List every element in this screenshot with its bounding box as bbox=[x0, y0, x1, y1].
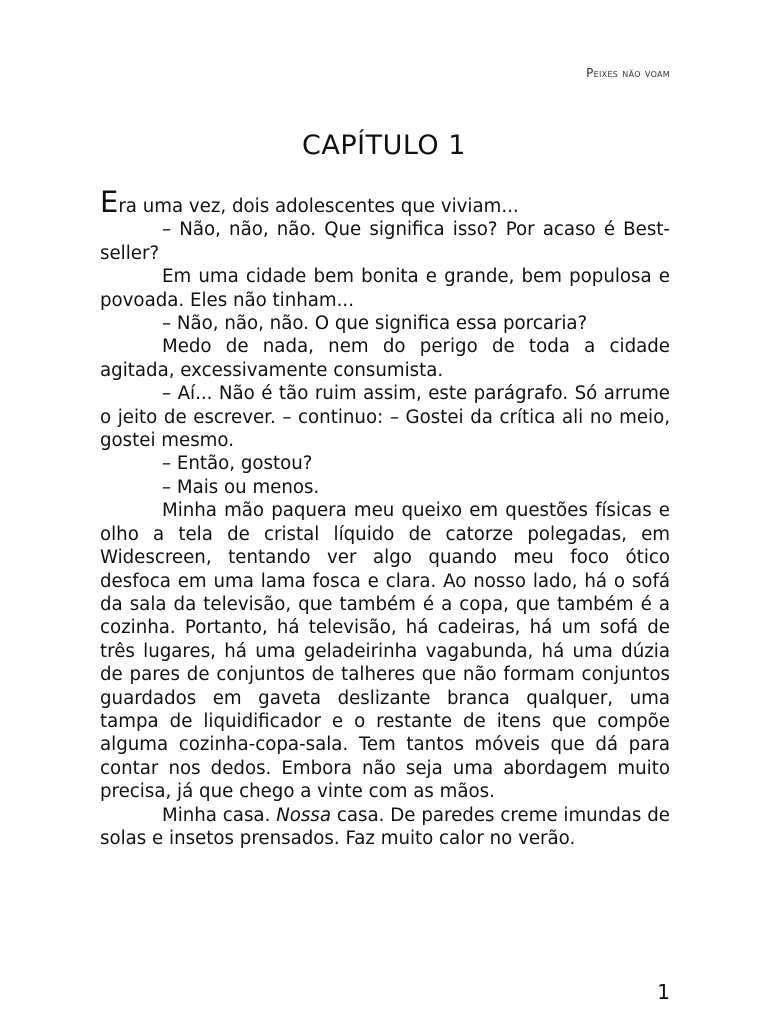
opening-paragraph bbox=[100, 185, 670, 219]
paragraph: Medo de nada, nem do perigo de toda a cidade agitada, excessivamente consumista. bbox=[100, 336, 670, 381]
paragraph: Minha mão paquera meu queixo em questões físicas e olho a tela de cristal líquido de catorze polegadas, em Widescreen, tentando ver algo quando meu foco ótico desfoca em uma lama fosca e clara. Ao nosso lado, há o sofá da sala da televisão, que também é a copa, que também é a cozinha. Portanto, há televisão, há cadeiras, há um sofá de três lugares, há uma geladeirinha vagabunda, há uma dúzia de pares de conjuntos de talheres que não formam conjuntos guardados em gaveta deslizante branca qualquer, uma tampa de liquidificador e o restante de itens que compõe alguma cozinha-copa-sala. Tem tantos móveis que dá para contar nos dedos. Embora não seja uma abordagem muito precisa, já que chego a vinte com as mãos. bbox=[100, 500, 670, 803]
closing-text-end: casa. De paredes creme imundas de solas e insetos prensados. Faz muito calor no verão. bbox=[100, 804, 670, 849]
paragraph: – Não, não, não. O que significa essa porcaria? bbox=[162, 313, 588, 335]
paragraph: – Mais ou menos. bbox=[162, 476, 320, 498]
drop-initial: E bbox=[100, 185, 119, 219]
emphasized-word: Nossa bbox=[276, 804, 332, 826]
chapter-title: CAPÍTULO 1 bbox=[302, 130, 466, 161]
paragraph: – Não, não, não. Que significa isso? Por acaso é Best-seller? bbox=[100, 219, 670, 264]
chapter-body bbox=[100, 185, 670, 850]
closing-paragraph bbox=[100, 804, 670, 851]
closing-text-start: Minha casa. bbox=[162, 804, 277, 826]
page-number: 1 bbox=[657, 980, 670, 1004]
paragraph: – Então, gostou? bbox=[162, 453, 313, 475]
opening-text: ra uma vez, dois adolescentes que viviam... bbox=[118, 196, 519, 217]
paragraph: – Aí... Não é tão ruim assim, este parágrafo. Só arrume o jeito de escrever. – continuo: – Gostei da crítica ali no meio, gostei mesmo. bbox=[100, 383, 670, 452]
running-header: Peixes não voam bbox=[586, 66, 670, 80]
paragraph: Em uma cidade bem bonita e grande, bem populosa e povoada. Eles não tinham... bbox=[100, 266, 670, 311]
